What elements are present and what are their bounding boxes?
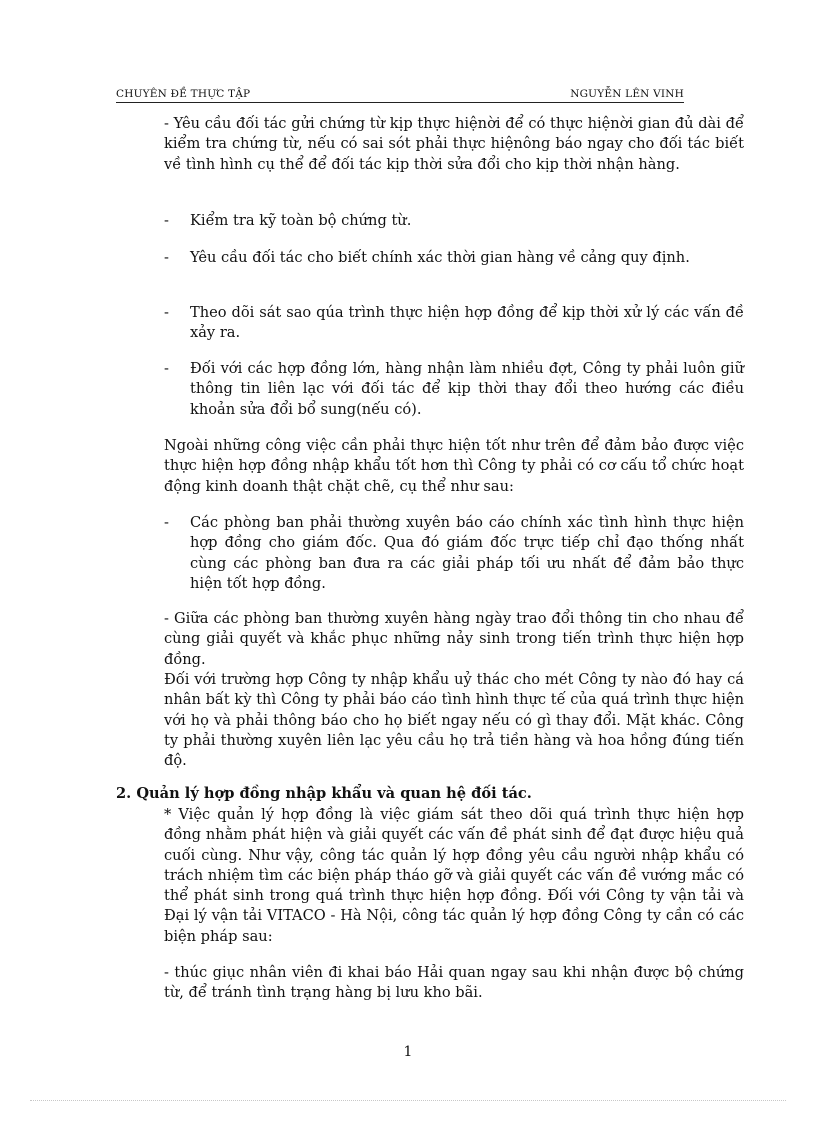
- paragraph-text: - thúc giục nhân viên đi khai báo Hải quan ngay sau khi nhận được bộ chứng từ, để tránh tình trạng hàng bị lưu kho bãi.: [164, 964, 744, 1002]
- list-item-text: Yêu cầu đối tác cho biết chính xác thời gian hàng về cảng quy định.: [190, 249, 690, 266]
- paragraph-text: Ngoài những công việc cần phải thực hiện tốt như trên để đảm bảo được việc thực hiện hợp đồng nhập khẩu tốt hơn thì Công ty phải có cơ cấu tổ chức hoạt động kinh doanh thật chặt chẽ, cụ thể như sau:: [164, 437, 744, 495]
- paragraph-text: Đối với trường hợp Công ty nhập khẩu uỷ thác cho mét Công ty nào đó hay cá nhân bất kỳ thì Công ty phải báo cáo tình hình thực tế của quá trình thực hiện với họ và phải thông báo cho họ biết ngay nếu có gì thay đổi. Mặt khác. Công ty phải thường xuyên liên lạc yêu cầu họ trả tiền hàng và hoa hồng đúng tiến độ.: [164, 671, 744, 770]
- section-heading: 2. Quản lý hợp đồng nhập khẩu và quan hệ đối tác.: [116, 785, 532, 802]
- paragraph-departments: [164, 609, 744, 670]
- bullet-dash: -: [164, 514, 169, 531]
- header-author: NGUYỄN LÊN VINH: [570, 88, 684, 100]
- paragraph-text: * Việc quản lý hợp đồng là việc giám sát theo dõi quá trình thực hiện hợp đồng nhằm phát hiện và giải quyết các vấn đề phát sinh để đạt được hiệu quả cuối cùng. Như vậy, công tác quản lý hợp đồng yêu cầu người nhập khẩu có trách nhiệm tìm các biện pháp tháo gỡ và giải quyết các vấn đề vướng mắc có thể phát sinh trong quá trình thực hiện hợp đồng. Đối với Công ty vận tải và Đại lý vận tải VITACO - Hà Nội, công tác quản lý hợp đồng Công ty cần có các biện pháp sau:: [164, 806, 744, 945]
- paragraph-contract-management: [164, 805, 744, 947]
- paragraph-org-structure: [164, 436, 744, 497]
- paragraph-request-documents: [164, 114, 744, 175]
- bullet-dash: -: [164, 304, 169, 321]
- paragraph-entrusted-import: [164, 670, 744, 771]
- list-item-text: Đối với các hợp đồng lớn, hàng nhận làm nhiều đợt, Công ty phải luôn giữ thông tin liên lạc với đối tác để kịp thời thay đổi theo hướng các điều khoản sửa đổi bổ sung(nếu có).: [190, 360, 744, 418]
- list-item-text: Theo dõi sát sao qúa trình thực hiện hợp đồng để kịp thời xử lý các vấn đề xảy ra.: [190, 304, 744, 342]
- paragraph-text: - Yêu cầu đối tác gửi chứng từ kịp thực hiệnời để có thực hiệnời gian đủ dài để kiểm tra chứng từ, nếu có sai sót phải thực hiệnông báo ngay cho đối tác biết về tình hình cụ thể để đối tác kịp thời sửa đổi cho kịp thời nhận hàng.: [164, 115, 744, 173]
- bullet-dash: -: [164, 249, 169, 266]
- page-bottom-rule: [30, 1100, 786, 1101]
- bullet-dash: -: [164, 212, 169, 229]
- bullet-dash: -: [164, 360, 169, 377]
- paragraph-customs: [164, 963, 744, 1004]
- header-title: CHUYÊN ĐỀ THỰC TẬP: [116, 88, 251, 100]
- list-item-text: Kiểm tra kỹ toàn bộ chứng từ.: [190, 212, 412, 229]
- paragraph-text: - Giữa các phòng ban thường xuyên hàng ngày trao đổi thông tin cho nhau để cùng giải quyết và khắc phục những nảy sinh trong tiến trình thực hiện hợp đồng.: [164, 610, 744, 668]
- page-number: 1: [403, 1044, 413, 1060]
- list-item-text: Các phòng ban phải thường xuyên báo cáo chính xác tình hình thực hiện hợp đồng cho giám đốc. Qua đó giám đốc trực tiếp chỉ đạo thống nhất cùng các phòng ban đưa ra các giải pháp tối ưu nhất để đảm bảo thực hiện tốt hợp đồng.: [190, 514, 744, 592]
